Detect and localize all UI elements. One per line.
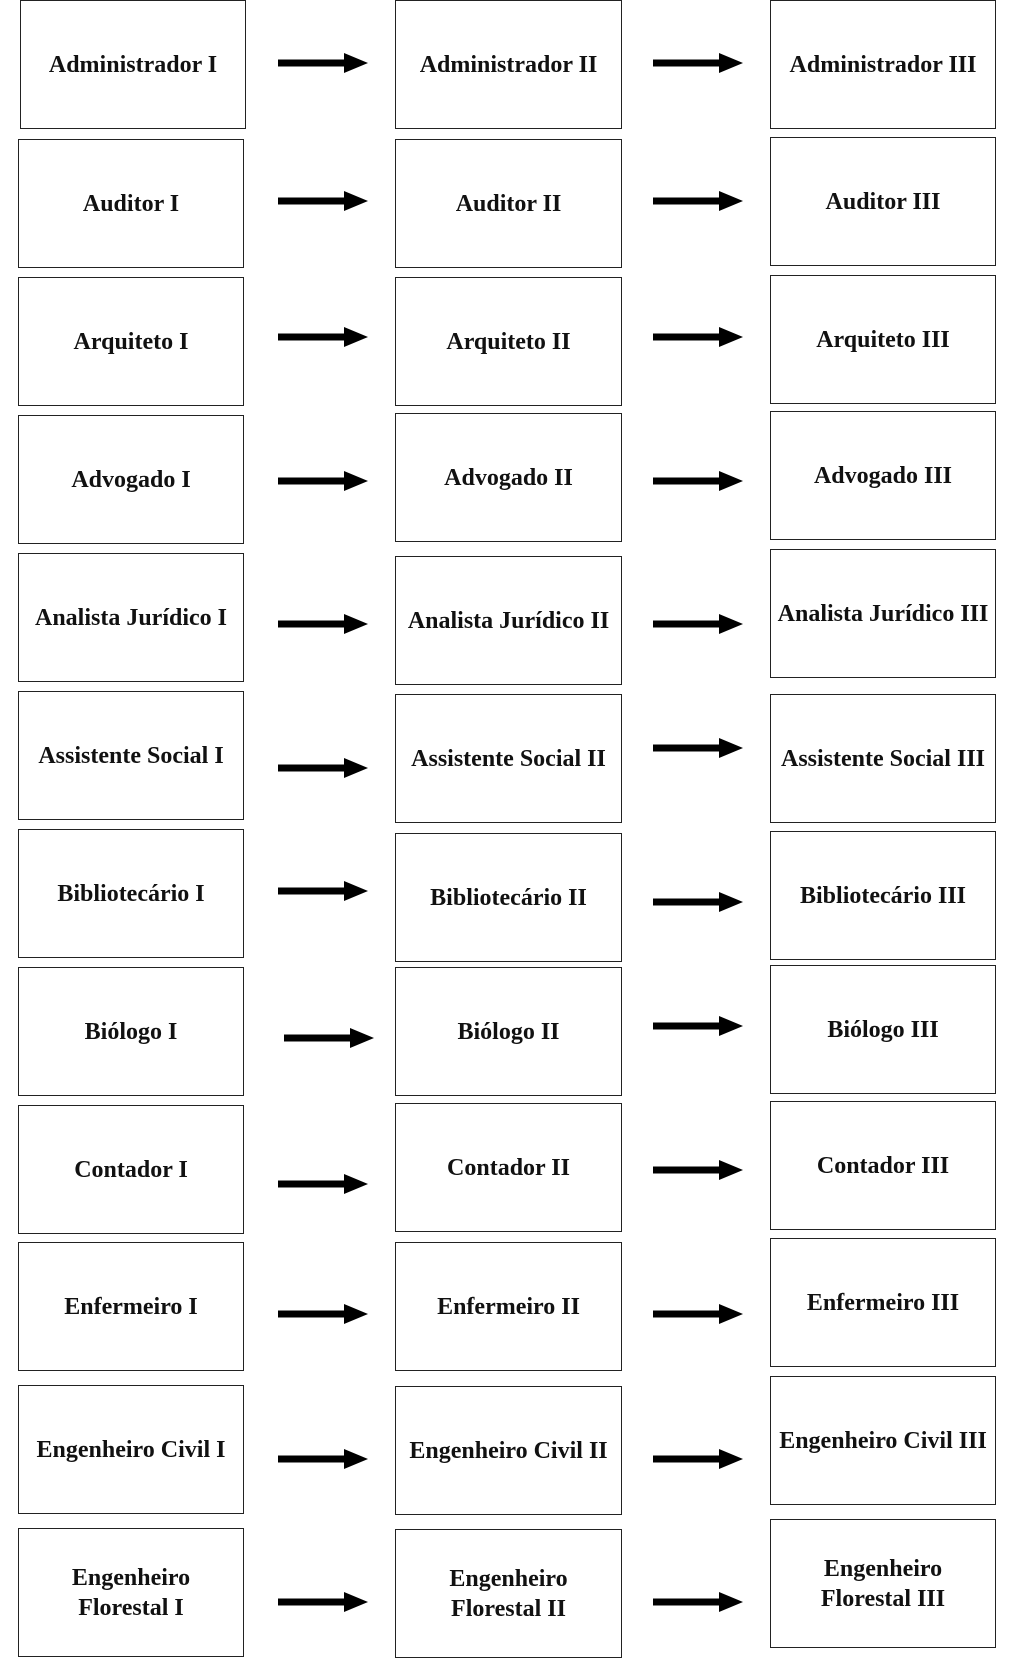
box-engenheiro-civil-2: Engenheiro Civil II (395, 1386, 622, 1515)
arrow-right (278, 327, 368, 347)
arrow-right (653, 53, 743, 73)
arrow-right (653, 327, 743, 347)
box-bibliotecario-2: Bibliotecário II (395, 833, 622, 962)
arrow-right (653, 1016, 743, 1036)
box-assistente-social-2: Assistente Social II (395, 694, 622, 823)
box-administrador-3: Administrador III (770, 0, 996, 129)
arrow-right (653, 892, 743, 912)
arrow-right (278, 191, 368, 211)
box-contador-2: Contador II (395, 1103, 622, 1232)
arrow-right (284, 1028, 374, 1048)
arrow-right (653, 471, 743, 491)
box-engenheiro-florestal-3: Engenheiro Florestal III (770, 1519, 996, 1648)
arrow-right (653, 1304, 743, 1324)
box-arquiteto-3: Arquiteto III (770, 275, 996, 404)
box-analista-juridico-3: Analista Jurídico III (770, 549, 996, 678)
arrow-right (278, 471, 368, 491)
box-biologo-2: Biólogo II (395, 967, 622, 1096)
box-enfermeiro-2: Enfermeiro II (395, 1242, 622, 1371)
box-assistente-social-1: Assistente Social I (18, 691, 244, 820)
box-arquiteto-2: Arquiteto II (395, 277, 622, 406)
box-biologo-3: Biólogo III (770, 965, 996, 1094)
box-enfermeiro-3: Enfermeiro III (770, 1238, 996, 1367)
arrow-right (278, 614, 368, 634)
box-engenheiro-civil-1: Engenheiro Civil I (18, 1385, 244, 1514)
arrow-right (653, 614, 743, 634)
arrow-right (653, 738, 743, 758)
box-bibliotecario-1: Bibliotecário I (18, 829, 244, 958)
box-contador-1: Contador I (18, 1105, 244, 1234)
box-advogado-3: Advogado III (770, 411, 996, 540)
box-engenheiro-florestal-1: Engenheiro Florestal I (18, 1528, 244, 1657)
box-assistente-social-3: Assistente Social III (770, 694, 996, 823)
box-analista-juridico-2: Analista Jurídico II (395, 556, 622, 685)
box-enfermeiro-1: Enfermeiro I (18, 1242, 244, 1371)
box-biologo-1: Biólogo I (18, 967, 244, 1096)
arrow-right (278, 758, 368, 778)
box-administrador-1: Administrador I (20, 0, 246, 129)
box-administrador-2: Administrador II (395, 0, 622, 129)
arrow-right (278, 53, 368, 73)
arrow-right (653, 1592, 743, 1612)
box-auditor-2: Auditor II (395, 139, 622, 268)
box-engenheiro-florestal-2: Engenheiro Florestal II (395, 1529, 622, 1658)
arrow-right (278, 881, 368, 901)
box-arquiteto-1: Arquiteto I (18, 277, 244, 406)
arrow-right (278, 1449, 368, 1469)
box-contador-3: Contador III (770, 1101, 996, 1230)
box-bibliotecario-3: Bibliotecário III (770, 831, 996, 960)
arrow-right (278, 1304, 368, 1324)
box-advogado-2: Advogado II (395, 413, 622, 542)
box-analista-juridico-1: Analista Jurídico I (18, 553, 244, 682)
arrow-right (653, 1449, 743, 1469)
arrow-right (278, 1592, 368, 1612)
box-auditor-1: Auditor I (18, 139, 244, 268)
box-auditor-3: Auditor III (770, 137, 996, 266)
arrow-right (278, 1174, 368, 1194)
box-engenheiro-civil-3: Engenheiro Civil III (770, 1376, 996, 1505)
arrow-right (653, 1160, 743, 1180)
box-advogado-1: Advogado I (18, 415, 244, 544)
arrow-right (653, 191, 743, 211)
